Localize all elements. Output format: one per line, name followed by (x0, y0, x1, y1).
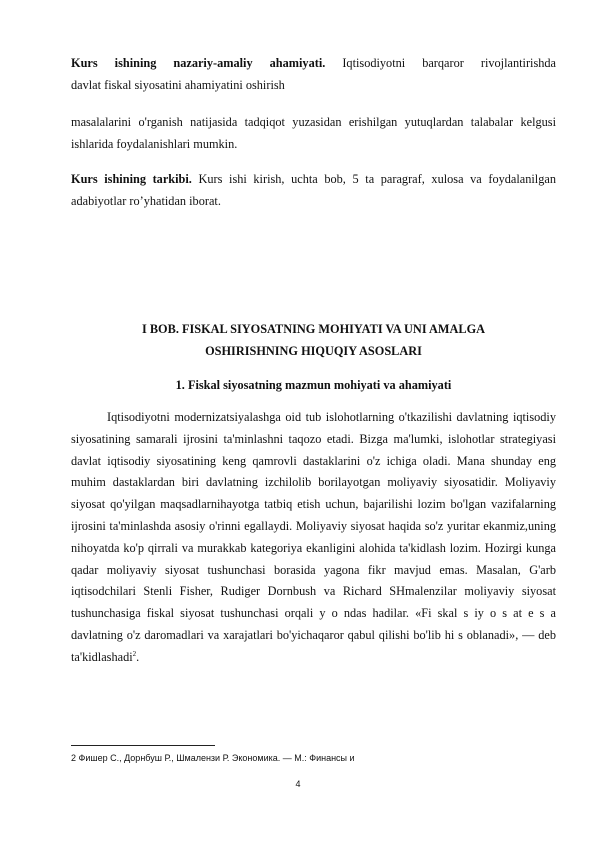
significance-line-2: davlat fiskal siyosatini ahamiyatini oshirish (71, 77, 285, 92)
page-number: 4 (295, 779, 301, 789)
footnote-reference[interactable]: 2 (132, 649, 137, 658)
structure-paragraph (71, 169, 556, 212)
chapter-title-line-2: OSHIRISHNING HIQUQIY ASOSLARI (205, 343, 422, 358)
section-title: 1. Fiskal siyosatning mazmun mohiyati va ahamiyati (175, 378, 452, 392)
structure-text: Kurs ishi kirish, uchta bob, 5 ta paragraf, xulosa va foydalanilgan adabiyotlar ro’yhatidan iborat. (71, 172, 556, 208)
body-paragraph (71, 407, 556, 669)
significance-paragraph (71, 53, 556, 96)
results-paragraph: masalalarini o'rganish natijasida tadqiqot yuzasidan erishilgan yutuqlardan talabalar kelgusi ishlarida foydalanishlari mumkin. (71, 115, 556, 151)
chapter-title (71, 319, 556, 362)
significance-line-1-text: Iqtisodiyotni barqaror rivojlantirishda (325, 56, 556, 70)
body-paragraph-text: Iqtisodiyotni modernizatsiyalashga oid tub islohotlarning o'tkazilishi davlatning iqtisodiy siyosatining samarali ijrosini ta'minlashni taqozo etadi. Bizga ma'lumki, islohotlar strategiyasi davlat iqtisodiy siyosatining keng qamrovli dastaklarini o'z ichiga oladi. Mana shunday eng muhim dastaklardan biri davlatning izchilolib borilayotgan moliyaviy siyosatidir. Moliyaviy siyosat qo'yilgan maqsadlarnihayotga tatbiq etish uchun, bajarilishi lozim bo'lgan vazifalarning ijrosini ta'minlashda asosiy o'rinni egallaydi. Moliyaviy siyosat haqida so'z yuritar ekanmiz,uning nihoyatda ko'p qirrali va murakkab kategoriya ekanligini alohida ta'kidlash lozim. Hozirgi kunga qadar moliyaviy siyosat tushunchasi borasida yagona fikr mavjud emas. Masalan, G'arb iqtisodchilari Stenli Fisher, Rudiger Dornbush va Richard SHmalenzilar moliyaviy siyosat tushunchasiga fiskal siyosat tushunchasi orqali y o ndas hadilar. «Fi skal s iy o s at e s a davlatning o'z daromadlari va xarajatlari bo'yichaqaror qabul qilishi bo'lib hi s oblanadi», — deb ta'kidlashadi (71, 410, 556, 664)
body-paragraph-end: . (136, 649, 140, 664)
footnote-divider (71, 745, 215, 746)
chapter-title-line-1: I BOB. FISKAL SIYOSATNING MOHIYATI VA UNI AMALGA (141, 322, 486, 336)
significance-line-1 (71, 53, 556, 75)
significance-heading: Kurs ishining nazariy-amaliy ahamiyati. (71, 56, 326, 70)
structure-heading: Kurs ishining tarkibi. (71, 172, 192, 186)
footnote: 2 Фишер С., Дорнбуш Р., Шмалензи Р. Экономика. — М.: Финансы и (71, 753, 355, 763)
